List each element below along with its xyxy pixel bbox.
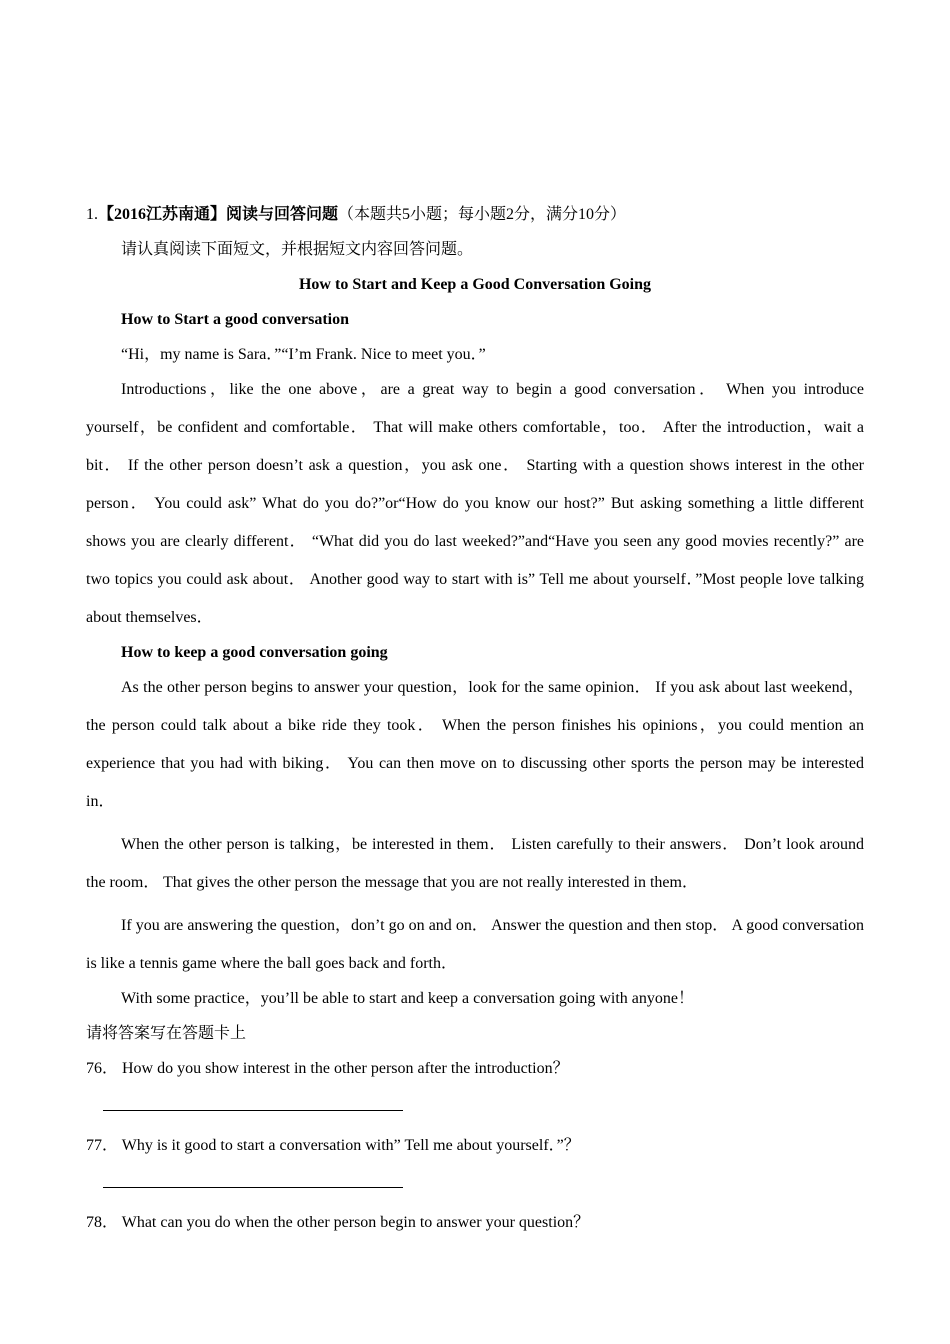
task-header — [86, 204, 864, 226]
task-source: 【2016江苏南通】 — [98, 206, 227, 223]
article-title: How to Start and Keep a Good Conversation Going — [298, 276, 651, 293]
dialogue-line: “Hi，my name is Sara．”“I’m Frank. Nice to meet you．” — [121, 346, 486, 363]
question-78: 78． What can you do when the other person begin to answer your question？ — [86, 1214, 590, 1231]
section-title-keep: How to keep a good conversation going — [121, 644, 388, 661]
instruction-text: 请认真阅读下面短文，并根据短文内容回答问题。 — [121, 241, 474, 258]
question-76: 76． How do you show interest in the other person after the introduction？ — [86, 1060, 569, 1077]
paragraph-5: With some practice，you’ll be able to start and keep a conversation going with anyone！ — [121, 990, 694, 1007]
task-note: （本题共5小题；每小题2分，满分10分） — [338, 206, 627, 223]
paragraph-2: As the other person begins to answer your question，look for the same opinion． If you ask about last weekend，the person could talk about a bike ride they took． When the person finishes his opinions，you could mention an experience that you had with biking． You can then move on to discussing other sports the person may be interested in． — [86, 679, 864, 810]
answer-note: 请将答案写在答题卡上 — [86, 1025, 247, 1042]
paragraph-3: When the other person is talking，be interested in them． Listen carefully to their answers． Don’t look around the room． That gives the other person the message that you are not really interested in them． — [86, 836, 864, 891]
answer-space-76 — [86, 1080, 864, 1110]
task-title: 阅读与回答问题 — [226, 206, 339, 223]
paragraph-4: If you are answering the question，don’t go on and on． Answer the question and then stop． A good conversation is like a tennis game where the ball goes back and forth． — [86, 917, 864, 972]
question-77: 77． Why is it good to start a conversation with” Tell me about yourself．”？ — [86, 1137, 580, 1154]
task-number: 1. — [86, 206, 98, 223]
paragraph-1: Introductions，like the one above，are a great way to begin a good conversation． When you introduce yourself，be confident and comfortable． That will make others comfortable，too． After the introduction，wait a bit． If the other person doesn’t ask a question，you ask one． Starting with a question shows interest in the other person． You could ask” What do you do?”or“How do you know our host?” But asking something a little different shows you are clearly different． “What did you do last weeked?”and“Have you seen any good movies recently?” are two topics you could ask about． Another good way to start with is” Tell me about yourself．”Most people love talking about themselves． — [86, 381, 865, 626]
section-title-start: How to Start a good conversation — [121, 311, 349, 328]
document-page — [86, 204, 864, 1234]
answer-space-77 — [86, 1157, 864, 1187]
